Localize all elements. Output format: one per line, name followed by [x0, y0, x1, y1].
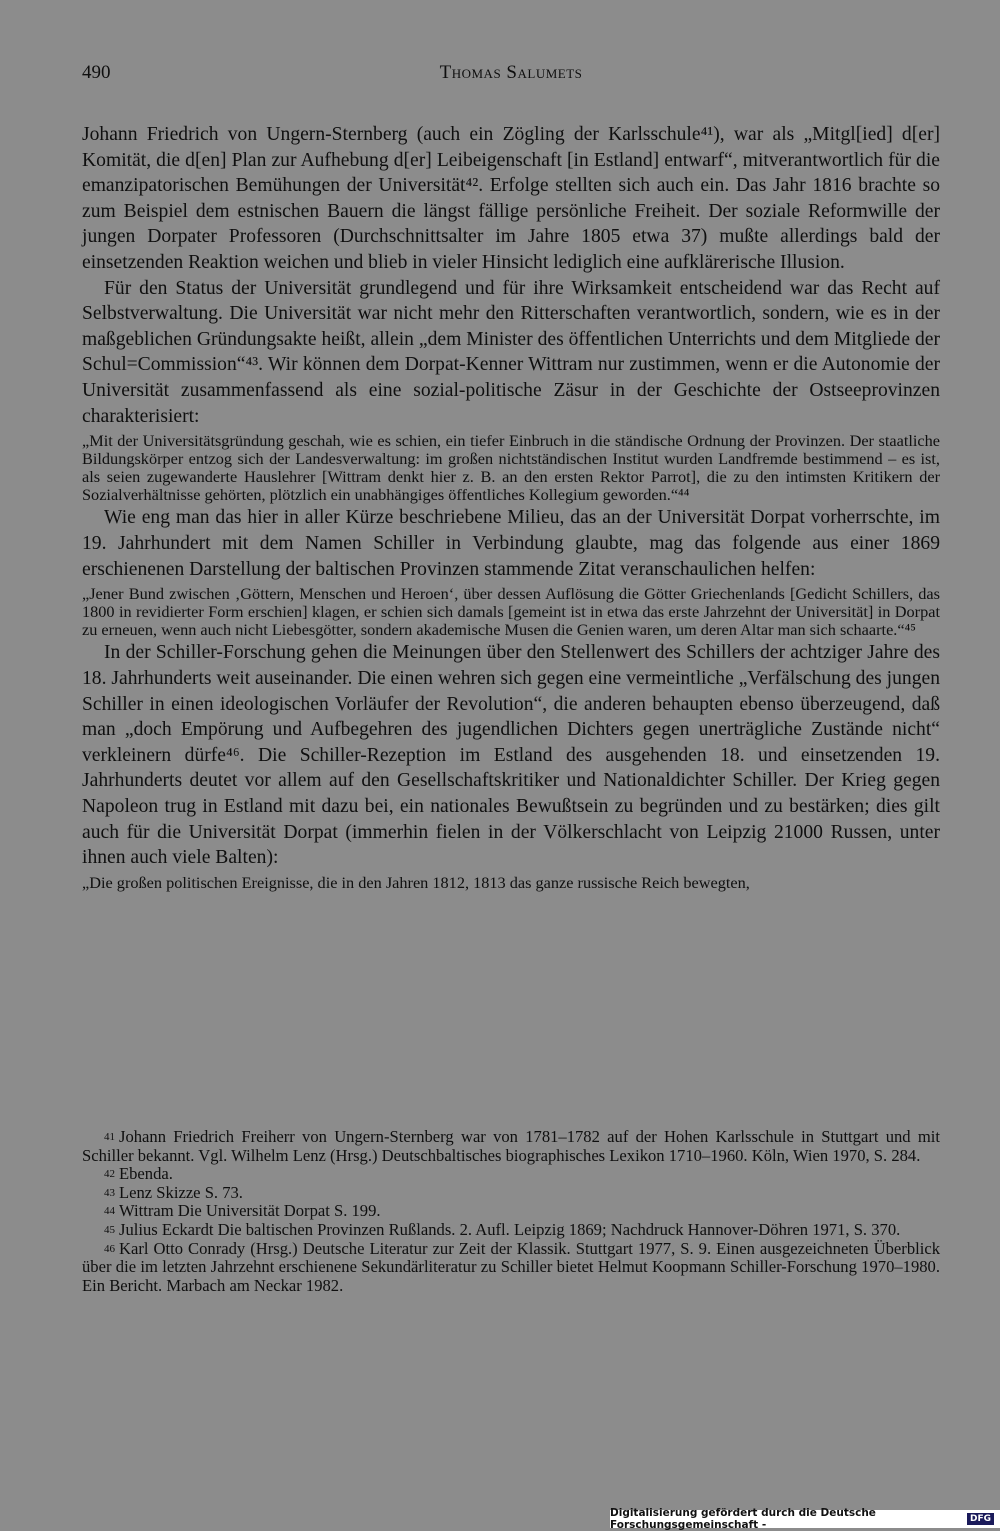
dfg-logo: DFG [967, 1513, 994, 1525]
footnote-number: 41 [104, 1131, 115, 1143]
paragraph-3: Wie eng man das hier in aller Kürze beschriebene Milieu, das an der Universität Dorpat vorherrschte, im 19. Jahrhundert mit dem Namen Schiller in Verbindung glaubte, mag das folgende aus einer 1869 erschienenen Darstellung der baltischen Provinzen stammende Zitat veranschaulichen helfen: [82, 507, 940, 580]
paragraph-2: Für den Status der Universität grundlegend und für ihre Wirksamkeit entscheidend war das Recht auf Selbstverwaltung. Die Universität war nicht mehr den Ritterschaften verantwortlich, sondern, wie es in der maßgeblichen Gründungsakte heißt, allein „dem Minister des öffentlichen Unterrichts und dem Mitgliede der Schul=Commission“⁴³. Wir können dem Dorpat-Kenner Wittram nur zustimmen, wenn er die Autonomie der Universität zusammenfassend als eine sozial-politische Zäsur in der Geschichte der Ostseeprovinzen charakterisiert: [82, 277, 940, 427]
footnote-number: 46 [104, 1242, 115, 1255]
footnote-number: 44 [104, 1205, 115, 1218]
footnote-text: Wittram Die Universität Dorpat S. 199. [119, 1201, 381, 1221]
footnote [82, 1221, 940, 1240]
running-head: Thomas Salumets [439, 62, 583, 83]
page-number: 490 [82, 62, 111, 83]
page-header [82, 62, 940, 92]
footnote-text: Lenz Skizze S. 73. [119, 1182, 243, 1202]
footnote-text: Ebenda. [119, 1164, 173, 1184]
paragraph-4: In der Schiller-Forschung gehen die Meinungen über den Stellenwert des Schillers der achtziger Jahre des 18. Jahrhunderts weit auseinander. Die einen wehren sich gegen eine vermeintliche „Verfälschung des jungen Schiller in einen ideologischen Vorläufer der Revolution“, die anderen behaupten ebenso überzeugend, daß man „doch Empörung und Aufbegehren des jugendlichen Dichters gegen unerträgliche Zustände nicht“ verkleinern dürfe⁴⁶. Die Schiller-Rezeption im Estland des ausgehenden 18. und einsetzenden 19. Jahrhunderts deutet vor allem auf den Gesellschaftskritiker und Nationaldichter Schiller. Der Krieg gegen Napoleon trug in Estland mit dazu bei, ein nationales Bewußtsein zu begründen und zu bestärken; dies gilt auch für die Universität Dorpat (immerhin fielen in der Völkerschlacht von Leipzig 21000 Russen, unter ihnen auch viele Balten): [82, 642, 941, 869]
digitization-footer [610, 1507, 1000, 1531]
block-quote-3: „Die großen politischen Ereignisse, die in den Jahren 1812, 1813 das ganze russische Reich bewegten, [82, 872, 750, 892]
block-quote-1: „Mit der Universitätsgründung geschah, wie es schien, ein tiefer Einbruch in die ständische Ordnung der Provinzen. Der staatliche Bildungskörper entzog sich der Landesverwaltung: im großen nichtständischen Institut wurden Landfremde bestimmend – es ist, als seien zugewanderte Hauslehrer [Wittram denkt hier z. B. an den ersten Rektor Parrot], die zu den intimsten Kritikern der Sozialverhältnisse gehörten, plötzlich ein unabhängiges öffentliches Kollegium geworden.“⁴⁴ [82, 431, 940, 504]
paragraph-1: Johann Friedrich von Ungern-Sternberg (auch ein Zögling der Karlsschule⁴¹), war als „Mitgl[ied] d[er] Komität, die d[en] Plan zur Aufhebung d[er] Leibeigenschaft [in Estland] entwarf“, mitverantwortlich für die emanzipatorischen Bemühungen der Universität⁴². Erfolge stellten sich auch ein. Das Jahr 1816 brachte so zum Beispiel dem estnischen Bauern die längst fällige persönliche Freiheit. Der soziale Reformwille der jungen Dorpater Professoren (Durchschnittsalter im Jahre 1805 etwa 37) mußte allerdings bald der einsetzenden Reaktion weichen und blieb in vieler Hinsicht lediglich eine aufklärerische Illusion. [82, 124, 940, 273]
footnote [82, 1128, 940, 1165]
footnote [82, 1202, 940, 1221]
footnote [82, 1184, 940, 1203]
footnote-number: 45 [104, 1223, 115, 1236]
footnote-text: Johann Friedrich Freiherr von Ungern-Sternberg war von 1781–1782 auf der Hohen Karlsschule in Stuttgart und mit Schiller bekannt. Vgl. Wilhelm Lenz (Hrsg.) Deutschbaltisches biographisches Lexikon 1710–1960. Köln, Wien 1970, S. 284. [82, 1127, 940, 1165]
footnote-text: Julius Eckardt Die baltischen Provinzen Rußlands. 2. Aufl. Leipzig 1869; Nachdruck Hannover-Döhren 1971, S. 370. [119, 1219, 901, 1239]
footnote-number: 43 [104, 1186, 115, 1199]
footnote-number: 42 [104, 1168, 115, 1181]
footnotes [82, 1128, 940, 1295]
footnote [82, 1240, 940, 1296]
footnote-text: Karl Otto Conrady (Hrsg.) Deutsche Literatur zur Zeit der Klassik. Stuttgart 1977, S. 9. Einen ausgezeichneten Überblick über die im letzten Jahrzehnt erschienene Sekundärliteratur zu Schiller bietet Helmut Koopmann Schiller-Forschung 1970–1980. Ein Bericht. Marbach am Neckar 1982. [82, 1238, 940, 1295]
block-quote-2: „Jener Bund zwischen ‚Göttern, Menschen und Heroen‘, über dessen Auflösung die Götter Griechenlands [Gedicht Schillers, das 1800 in revidierter Form erschien] klagen, er schien sich damals [gemeint ist in etwa das erste Jahrzehnt der Universität] in Dorpat zu erneuen, wenn auch nicht Liebesgötter, sondern akademische Musen die Genien waren, um deren Altar man sich schaarte.“⁴⁵ [82, 584, 940, 639]
footer-text: Digitalisierung gefördert durch die Deutsche Forschungsgemeinschaft - [610, 1507, 876, 1531]
footnote [82, 1165, 940, 1184]
body-text [82, 122, 940, 894]
